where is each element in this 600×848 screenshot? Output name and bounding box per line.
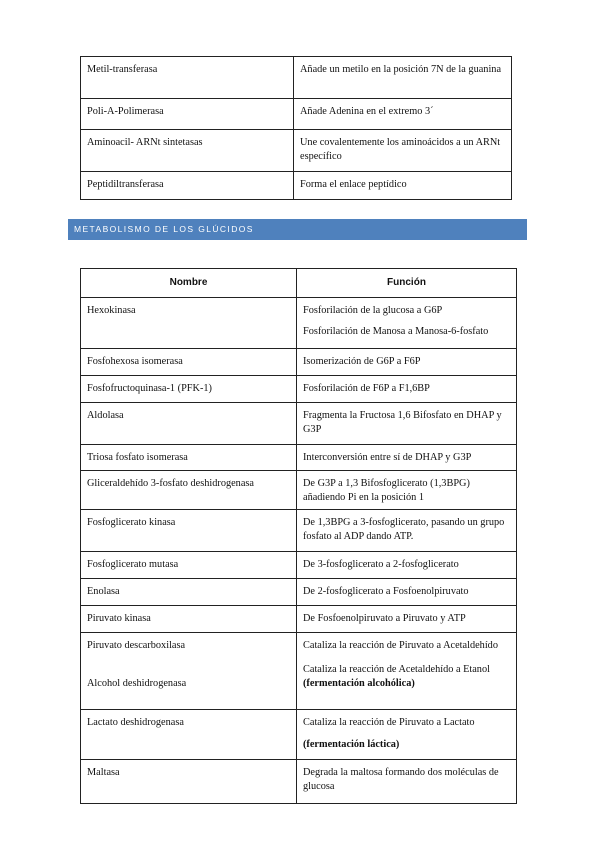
table-row xyxy=(81,445,517,471)
enzyme-name: Aldolasa xyxy=(81,403,297,445)
table-row xyxy=(81,606,517,633)
table-row xyxy=(81,298,517,349)
enzyme-name: Hexokinasa xyxy=(81,298,297,349)
enzyme-name: Maltasa xyxy=(81,760,297,804)
enzyme-function: Interconversión entre sí de DHAP y G3P xyxy=(297,445,517,471)
table-row xyxy=(81,760,517,804)
enzyme-function xyxy=(297,298,517,349)
enzyme-name: Piruvato kinasa xyxy=(81,606,297,633)
section-heading: METABOLISMO DE LOS GLÚCIDOS xyxy=(68,219,527,240)
enzyme-function: Forma el enlace peptídico xyxy=(294,172,512,200)
table-row xyxy=(81,579,517,606)
enzyme-name: Poli-A-Polimerasa xyxy=(81,99,294,130)
table-row xyxy=(81,57,512,99)
enzyme-name-line: Alcohol deshidrogenasa xyxy=(87,678,187,689)
table-row xyxy=(81,552,517,579)
table-header-row xyxy=(81,269,517,298)
enzyme-function: Fosforilación de F6P a F1,6BP xyxy=(297,376,517,403)
table-row xyxy=(81,99,512,130)
table-row xyxy=(81,471,517,510)
table-row xyxy=(81,376,517,403)
enzyme-name xyxy=(81,633,297,710)
enzyme-function: Une covalentemente los aminoácidos a un ARNt específico xyxy=(294,130,512,172)
enzyme-name: Fosfoglicerato kinasa xyxy=(81,510,297,552)
enzyme-function: Añade un metilo en la posición 7N de la guanina xyxy=(294,57,512,99)
enzyme-function: Isomerización de G6P a F6P xyxy=(297,349,517,376)
table-row xyxy=(81,172,512,200)
enzyme-name: Metil-transferasa xyxy=(81,57,294,99)
enzyme-function: De 2-fosfoglicerato a Fosfoenolpiruvato xyxy=(297,579,517,606)
function-line: Cataliza la reacción de Acetaldehído a Etanol xyxy=(303,664,490,675)
function-note-bold: (fermentación láctica) xyxy=(303,739,400,750)
enzyme-name: Fosfohexosa isomerasa xyxy=(81,349,297,376)
function-line: Cataliza la reacción de Piruvato a Lactato xyxy=(303,717,475,728)
enzyme-function: De 3-fosfoglicerato a 2-fosfoglicerato xyxy=(297,552,517,579)
enzyme-name-line: Piruvato descarboxilasa xyxy=(87,640,186,651)
table-row xyxy=(81,710,517,760)
carbohydrate-metabolism-table xyxy=(80,268,517,804)
enzyme-name: Triosa fosfato isomerasa xyxy=(81,445,297,471)
enzyme-function xyxy=(297,633,517,710)
enzyme-function: Degrada la maltosa formando dos moléculas de glucosa xyxy=(297,760,517,804)
enzyme-function xyxy=(297,710,517,760)
function-note-bold: (fermentación alcohólica) xyxy=(303,678,415,689)
table-row xyxy=(81,510,517,552)
enzyme-function: De G3P a 1,3 Bifosfoglicerato (1,3BPG) añadiendo Pi en la posición 1 xyxy=(297,471,517,510)
function-line: Cataliza la reacción de Piruvato a Acetaldehído xyxy=(303,640,498,651)
enzyme-function: Añade Adenina en el extremo 3´ xyxy=(294,99,512,130)
enzyme-name: Peptidiltransferasa xyxy=(81,172,294,200)
enzyme-function: Fragmenta la Fructosa 1,6 Bifosfato en DHAP y G3P xyxy=(297,403,517,445)
table-row xyxy=(81,403,517,445)
table-row xyxy=(81,130,512,172)
enzyme-name: Fosfofructoquinasa-1 (PFK-1) xyxy=(81,376,297,403)
enzyme-name: Aminoacil- ARNt sintetasas xyxy=(81,130,294,172)
function-line: Fosforilación de la glucosa a G6P xyxy=(303,305,443,316)
enzyme-name: Fosfoglicerato mutasa xyxy=(81,552,297,579)
enzyme-table-continued xyxy=(80,56,512,200)
enzyme-name: Lactato deshidrogenasa xyxy=(81,710,297,760)
enzyme-function: De Fosfoenolpiruvato a Piruvato y ATP xyxy=(297,606,517,633)
enzyme-function: De 1,3BPG a 3-fosfoglicerato, pasando un grupo fosfato al ADP dando ATP. xyxy=(297,510,517,552)
function-line: Fosforilación de Manosa a Manosa-6-fosfato xyxy=(303,326,489,337)
enzyme-name: Enolasa xyxy=(81,579,297,606)
table-row xyxy=(81,349,517,376)
enzyme-name: Gliceraldehído 3-fosfato deshidrogenasa xyxy=(81,471,297,510)
table-row xyxy=(81,633,517,710)
column-header-name: Nombre xyxy=(81,269,297,298)
column-header-function: Función xyxy=(297,269,517,298)
